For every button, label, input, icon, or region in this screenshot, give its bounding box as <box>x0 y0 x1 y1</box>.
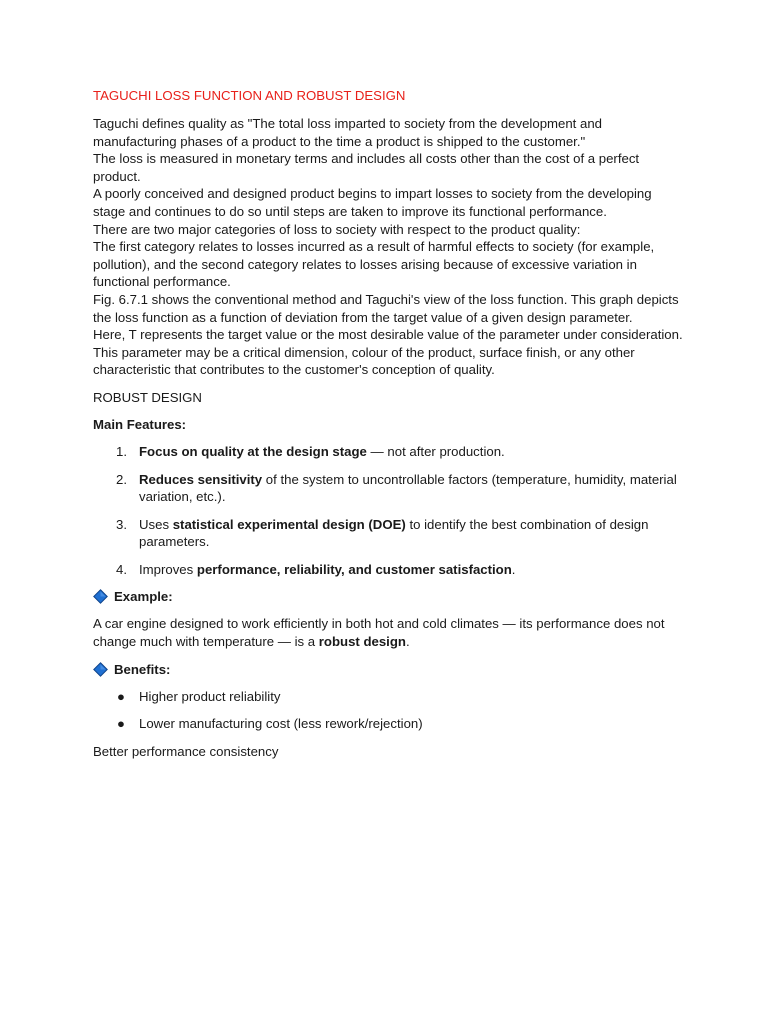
example-paragraph <box>93 615 683 650</box>
intro-paragraph: Taguchi defines quality as "The total loss imparted to society from the development and manufacturing phases of a product to the time a product is shipped to the customer." <box>93 116 603 149</box>
main-features-heading: Main Features: <box>93 416 187 432</box>
bullet-icon: ● <box>117 716 125 732</box>
closing-line: Better performance consistency <box>93 743 279 759</box>
page-title: TAGUCHI LOSS FUNCTION AND ROBUST DESIGN <box>93 88 406 103</box>
example-text-end: . <box>405 634 410 650</box>
intro-paragraph: There are two major categories of loss to society with respect to the product quality: <box>93 221 581 237</box>
list-number: 4. <box>116 561 127 577</box>
feature-text-bold: Focus on quality at the design stage <box>139 443 367 459</box>
document-content <box>93 87 683 760</box>
example-heading: Example: <box>114 589 173 605</box>
feature-text-bold: statistical experimental design (DOE) <box>172 516 406 532</box>
intro-paragraph: Here, T represents the target value or the most desirable value of the parameter under consideration. This parameter may be a critical dimension, colour of the product, surface finish, or any other characteristic that contributes to the customer's conception of quality. <box>93 327 683 378</box>
features-list <box>93 443 683 579</box>
feature-text-post: to identify the best combination of design parameters. <box>139 516 649 550</box>
intro-paragraph: The loss is measured in monetary terms and includes all costs other than the cost of a perfect product. <box>93 151 640 184</box>
list-item <box>93 516 683 551</box>
list-item <box>93 443 683 461</box>
intro-section <box>93 115 683 379</box>
list-item <box>93 561 683 579</box>
example-text: A car engine designed to work efficiently in both hot and cold climates — its performance does not change much with temperature — is a <box>93 616 665 650</box>
example-heading-row <box>93 588 683 605</box>
benefit-text: Higher product reliability <box>139 688 281 704</box>
list-item <box>93 715 683 733</box>
feature-text-bold: Reduces sensitivity <box>139 471 263 487</box>
feature-text-pre: Improves <box>139 561 197 577</box>
intro-paragraph: Fig. 6.7.1 shows the conventional method and Taguchi's view of the loss function. This graph depicts the loss function as a function of deviation from the target value of a given design parameter. <box>93 291 679 325</box>
feature-text-pre: Uses <box>139 516 173 532</box>
feature-text-post: . <box>511 561 516 577</box>
benefits-heading-row <box>93 661 683 678</box>
feature-text-bold: performance, reliability, and customer satisfaction <box>196 561 512 577</box>
intro-paragraph: The first category relates to losses incurred as a result of harmful effects to society (for example, pollution), and the second category relates to losses arising because of excessive variation in functional performance. <box>93 239 655 290</box>
list-number: 3. <box>116 516 127 532</box>
blue-diamond-icon <box>93 662 108 677</box>
bullet-icon: ● <box>117 688 125 704</box>
intro-paragraph: A poorly conceived and designed product begins to impart losses to society from the developing stage and continues to do so until steps are taken to improve its functional performance. <box>93 186 652 219</box>
list-number: 2. <box>116 471 127 487</box>
blue-diamond-icon <box>93 589 108 604</box>
feature-text-post: — not after production. <box>366 443 505 459</box>
benefits-list <box>93 688 683 733</box>
robust-design-heading: ROBUST DESIGN <box>93 389 202 405</box>
example-text-bold: robust design <box>318 634 406 650</box>
feature-text-post: of the system to uncontrollable factors (temperature, humidity, material variation, etc.). <box>139 471 677 505</box>
list-item <box>93 471 683 506</box>
benefits-heading: Benefits: <box>114 661 171 677</box>
benefit-text: Lower manufacturing cost (less rework/rejection) <box>139 716 423 732</box>
list-item <box>93 688 683 706</box>
list-number: 1. <box>116 443 127 459</box>
